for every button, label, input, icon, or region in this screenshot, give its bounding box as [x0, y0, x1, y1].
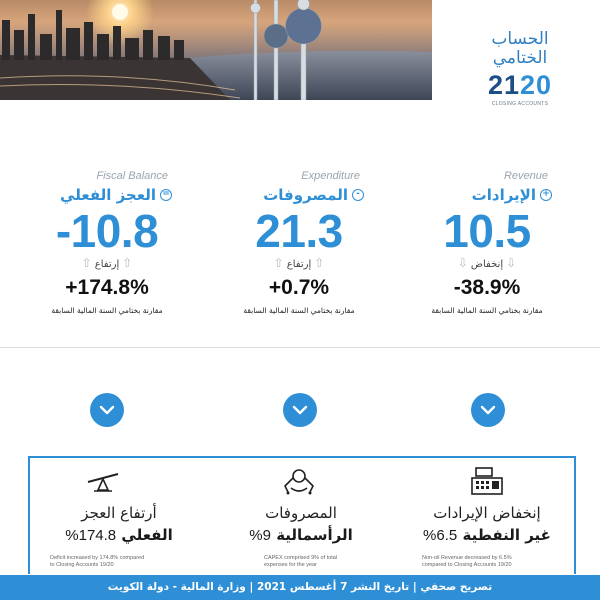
- stat-heading: [60, 186, 172, 204]
- stat-percent: +174.8%: [65, 276, 149, 299]
- card-value-number: 174.8%: [65, 527, 117, 544]
- card-title: أرتفاع العجز: [81, 504, 157, 522]
- stat-trend-label: إرتفاع: [94, 259, 120, 270]
- card-note-line: Deficit increased by 174.8% compared: [50, 555, 145, 561]
- stat-heading: [472, 186, 552, 204]
- chevron-down-button-revenue[interactable]: [471, 393, 505, 427]
- card-value-label: الفعلي: [121, 526, 173, 544]
- seesaw-icon: [84, 466, 122, 496]
- card-note-line: expenses for the year: [264, 562, 317, 568]
- arrow-up-icon: ⇧: [122, 256, 133, 270]
- card-note-line: compared to Closing Accounts 19/20: [422, 562, 512, 568]
- stat-trend: [22, 256, 192, 270]
- stat-trend: [214, 256, 384, 270]
- equals-icon: =: [160, 189, 172, 201]
- logo-title-line1: الحساب: [491, 29, 549, 49]
- card-note: [422, 555, 542, 569]
- stat-trend-label: إرتفاع: [286, 259, 312, 270]
- card-note: [50, 555, 170, 569]
- card-value-number: 9%: [249, 527, 271, 544]
- stat-label-ar: العجز الفعلي: [60, 186, 156, 204]
- excavator-icon: [280, 466, 318, 496]
- arrow-up-icon: ⇧: [273, 256, 284, 270]
- cash-register-icon: [468, 466, 506, 496]
- stat-label-en: Fiscal Balance: [96, 170, 168, 182]
- arrow-up-icon: ⇧: [314, 256, 325, 270]
- card-title: إنخفاض الإيرادات: [433, 504, 541, 522]
- card-value-label: غير النفطية: [462, 526, 551, 544]
- divider: [0, 347, 600, 348]
- logo-year-part1: 21: [487, 70, 520, 100]
- stat-value: 10.5: [443, 205, 531, 257]
- press-release-footer: تصريح صحفي | تاريخ النشر 7 أغسطس 2021 | وزارة المالية - دولة الكويت: [0, 575, 600, 600]
- stat-percent: +0.7%: [268, 276, 330, 299]
- stat-label-ar: الإيرادات: [471, 186, 536, 204]
- closing-accounts-logo: [440, 0, 600, 107]
- card-value: [402, 526, 572, 544]
- logo-title-line2: الختامي: [492, 48, 548, 68]
- stat-value: 21.3: [255, 205, 343, 257]
- card-value-number: 6.5%: [423, 527, 458, 544]
- logo-subtitle: CLOSING ACCOUNTS: [491, 101, 549, 107]
- logo-year-part2: 20: [520, 70, 553, 100]
- arrow-down-icon: ⇩: [506, 256, 517, 270]
- logo-year: [440, 70, 600, 100]
- stat-trend-label: إنخفاض: [470, 259, 504, 270]
- stat-heading: [263, 186, 364, 204]
- card-title: المصروفات: [265, 504, 337, 522]
- stat-trend: [402, 256, 572, 270]
- chevron-down-icon: [292, 404, 308, 416]
- card-value: [216, 526, 386, 544]
- stat-value: -10.8: [55, 205, 159, 257]
- stat-label-en: Revenue: [503, 170, 548, 182]
- chevron-down-button-deficit[interactable]: [90, 393, 124, 427]
- card-note: [264, 555, 384, 569]
- card-value: [34, 526, 204, 544]
- stat-note: مقارنة بختامي السنة المالية السابقة: [431, 306, 543, 315]
- arrow-down-icon: ⇩: [457, 256, 468, 270]
- stat-label-ar: المصروفات: [263, 186, 348, 204]
- arrow-up-icon: ⇧: [81, 256, 92, 270]
- skyline-illustration: [0, 0, 432, 100]
- card-note-line: CAPEX comprised 9% of total: [264, 555, 338, 561]
- plus-icon: +: [540, 189, 552, 201]
- card-note-line: Non-oil Revenue decreased by 6.5%: [422, 555, 512, 561]
- chevron-down-icon: [99, 404, 115, 416]
- stat-percent: -38.9%: [453, 276, 521, 299]
- card-value-label: الرأسمالية: [276, 526, 353, 544]
- card-note-line: to Closing Accounts 19/20: [50, 562, 114, 568]
- minus-icon: -: [352, 189, 364, 201]
- hero-image-kuwait-towers: [0, 0, 432, 100]
- stat-note: مقارنة بختامي السنة المالية السابقة: [243, 306, 355, 315]
- chevron-down-button-expenditure[interactable]: [283, 393, 317, 427]
- stat-note: مقارنة بختامي السنة المالية السابقة: [51, 306, 163, 315]
- chevron-down-icon: [480, 404, 496, 416]
- stat-label-en: Expenditure: [301, 170, 360, 182]
